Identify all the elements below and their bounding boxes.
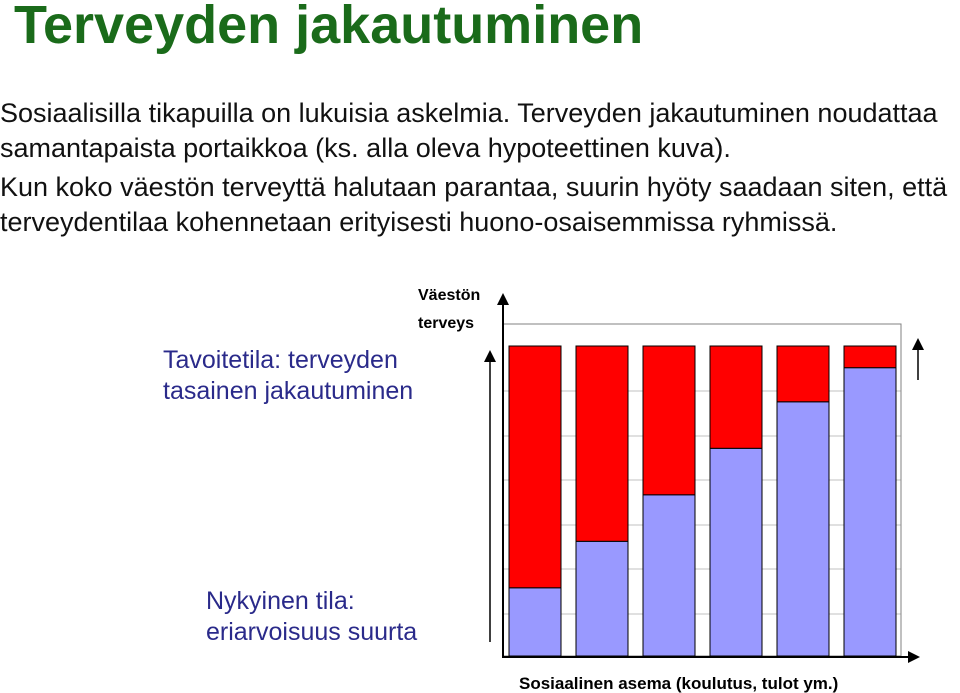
current-state-label: Nykyinen tila: eriarvoisuus suurta <box>206 587 418 646</box>
explanation-paragraph: Kun koko väestön terveyttä halutaan parantaa, suurin hyöty saadaan siten, että terveydentilaa kohennetaan erityisesti huono-osaisemmissa ryhmissä. <box>0 172 948 237</box>
health-gap-bar <box>710 346 762 448</box>
intro-paragraph: Sosiaalisilla tikapuilla on lukuisia askelmia. Terveyden jakautuminen noudattaa samantapaista portaikkoa (ks. alla oleva hypoteettinen kuva). <box>0 98 938 163</box>
current-health-bar <box>777 402 829 656</box>
health-gap-bar <box>777 346 829 402</box>
current-health-bar <box>509 588 561 656</box>
health-gap-bar <box>643 346 695 495</box>
chart-bars <box>509 346 896 656</box>
y-axis-label-line2: terveys <box>418 315 475 332</box>
health-gap-bar <box>844 346 896 368</box>
health-gap-bar <box>509 346 561 588</box>
health-gap-bar <box>576 346 628 541</box>
target-state-label: Tavoitetila: terveyden tasainen jakautuminen <box>163 346 414 405</box>
current-health-bar <box>576 541 628 656</box>
current-health-bar <box>844 368 896 656</box>
page-title: Terveyden jakautuminen <box>14 0 644 55</box>
current-health-bar <box>643 495 695 656</box>
y-axis-label-line1: Väestön <box>418 287 481 304</box>
chart-gridlines <box>503 391 901 614</box>
x-axis-label: Sosiaalinen asema (koulutus, tulot ym.) <box>519 674 839 693</box>
current-health-bar <box>710 448 762 656</box>
plot-area-frame <box>503 324 901 656</box>
